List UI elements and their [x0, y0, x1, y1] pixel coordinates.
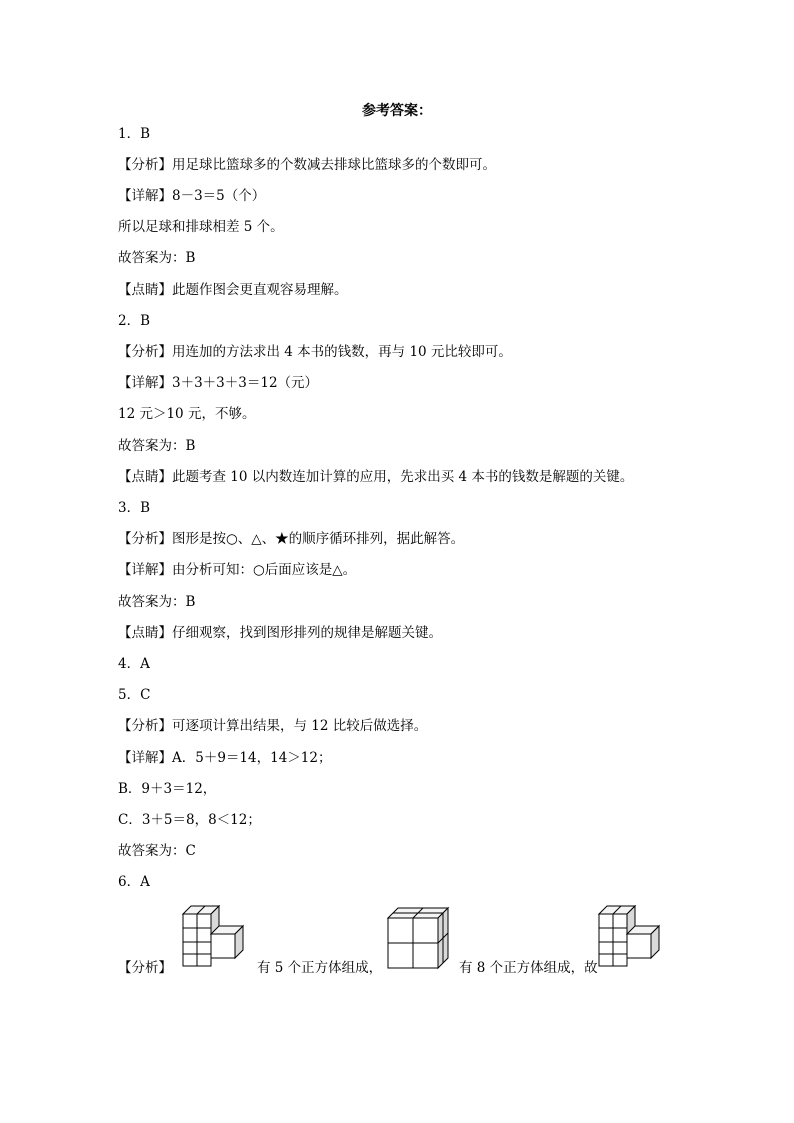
- answer-line: 【分析】可逐项计算出结果，与 12 比较后做选择。: [118, 718, 428, 734]
- answer-line: 故答案为：B: [118, 250, 196, 266]
- answer-line: 【详解】A．5＋9＝14，14＞12；: [118, 750, 332, 766]
- answer-line: 【点睛】此题作图会更直观容易理解。: [118, 282, 348, 298]
- answer-line: 6．A: [118, 874, 150, 890]
- answer-line: 12 元＞10 元，不够。: [118, 406, 256, 422]
- answer-line: 【分析】用连加的方法求出 4 本书的钱数，再与 10 元比较即可。: [118, 344, 512, 360]
- answer-line: 【分析】图形是按○、△、★的顺序循环排列，据此解答。: [118, 531, 465, 547]
- answer-line: 所以足球和排球相差 5 个。: [118, 219, 284, 235]
- analysis-label: 【分析】: [118, 960, 172, 976]
- answer-line: 【详解】由分析可知：○后面应该是△。: [118, 562, 357, 578]
- figure-5-cubes-b: [596, 900, 664, 970]
- answer-line: 【分析】用足球比篮球多的个数减去排球比篮球多的个数即可。: [118, 157, 496, 173]
- answer-line: 故答案为：B: [118, 438, 196, 454]
- analysis-text-1: 有 5 个正方体组成，: [257, 960, 383, 976]
- cube-stack-icon: [180, 900, 248, 970]
- answer-line: 【点睛】此题考查 10 以内数连加计算的应用，先求出买 4 本书的钱数是解题的关键。: [118, 469, 634, 485]
- answer-line: 2．B: [118, 313, 151, 329]
- answer-line: 故答案为：C: [118, 843, 196, 859]
- figure-8-cubes: [385, 902, 455, 972]
- answer-line: 【详解】8－3＝5（个）: [118, 188, 266, 204]
- answer-line: 5．C: [118, 687, 151, 703]
- answer-line: 4．A: [118, 656, 150, 672]
- cube-stack-icon: [596, 900, 664, 970]
- cube-block-icon: [385, 902, 455, 972]
- answer-line: 【点睛】仔细观察，找到图形排列的规律是解题关键。: [118, 625, 442, 641]
- answer-line: 【详解】3＋3＋3＋3＝12（元）: [118, 375, 319, 391]
- answer-line: C．3＋5＝8，8＜12；: [118, 812, 261, 828]
- analysis-text-2: 有 8 个正方体组成，故: [459, 960, 598, 976]
- answer-line: B．9＋3＝12，: [118, 781, 217, 797]
- answer-line: 3．B: [118, 500, 151, 516]
- figure-5-cubes: [180, 900, 248, 970]
- answer-line: 1．B: [118, 126, 151, 142]
- page-title: 参考答案：: [362, 103, 432, 119]
- answer-line: 故答案为：B: [118, 594, 196, 610]
